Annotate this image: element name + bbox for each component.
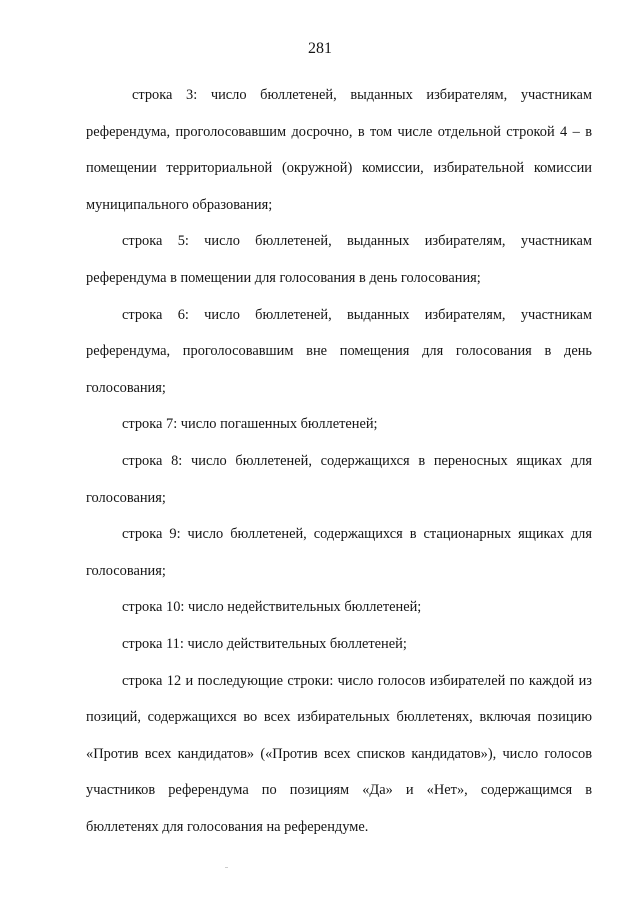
- paragraph-line-11: строка 11: число действительных бюллетеней;: [122, 635, 407, 652]
- document-body: [86, 77, 592, 845]
- paragraph-line-5: строка 5: число бюллетеней, выданных избирателям, участникам референдума в помещении для голосования в день голосования;: [86, 233, 592, 286]
- scan-speck: [225, 867, 228, 868]
- paragraph-line-3: строка 3: число бюллетеней, выданных избирателям, участникам референдума, проголосовавшим досрочно, в том числе отдельной строкой 4 – в помещении территориальной (окружной) комиссии, избирательной комиссии муниципального образования;: [86, 87, 592, 213]
- page-number: 281: [308, 40, 332, 57]
- paragraph-line-7: строка 7: число погашенных бюллетеней;: [122, 416, 378, 433]
- paragraph-line-8: строка 8: число бюллетеней, содержащихся в переносных ящиках для голосования;: [86, 452, 592, 506]
- paragraph-line-6: строка 6: число бюллетеней, выданных избирателям, участникам референдума, проголосовавшим вне помещения для голосования в день голосования;: [86, 306, 592, 396]
- paragraph-line-9: строка 9: число бюллетеней, содержащихся в стационарных ящиках для голосования;: [86, 526, 592, 579]
- paragraph-line-12: строка 12 и последующие строки: число голосов избирателей по каждой из позиций, содержащихся во всех избирательных бюллетенях, включая позицию «Против всех кандидатов» («Против всех списков кандидатов»), число голосов участников референдума по позициям «Да» и «Нет», содержащимся в бюллетенях для голосования на референдуме.: [86, 672, 592, 835]
- paragraph-line-10: строка 10: число недействительных бюллетеней;: [122, 599, 422, 616]
